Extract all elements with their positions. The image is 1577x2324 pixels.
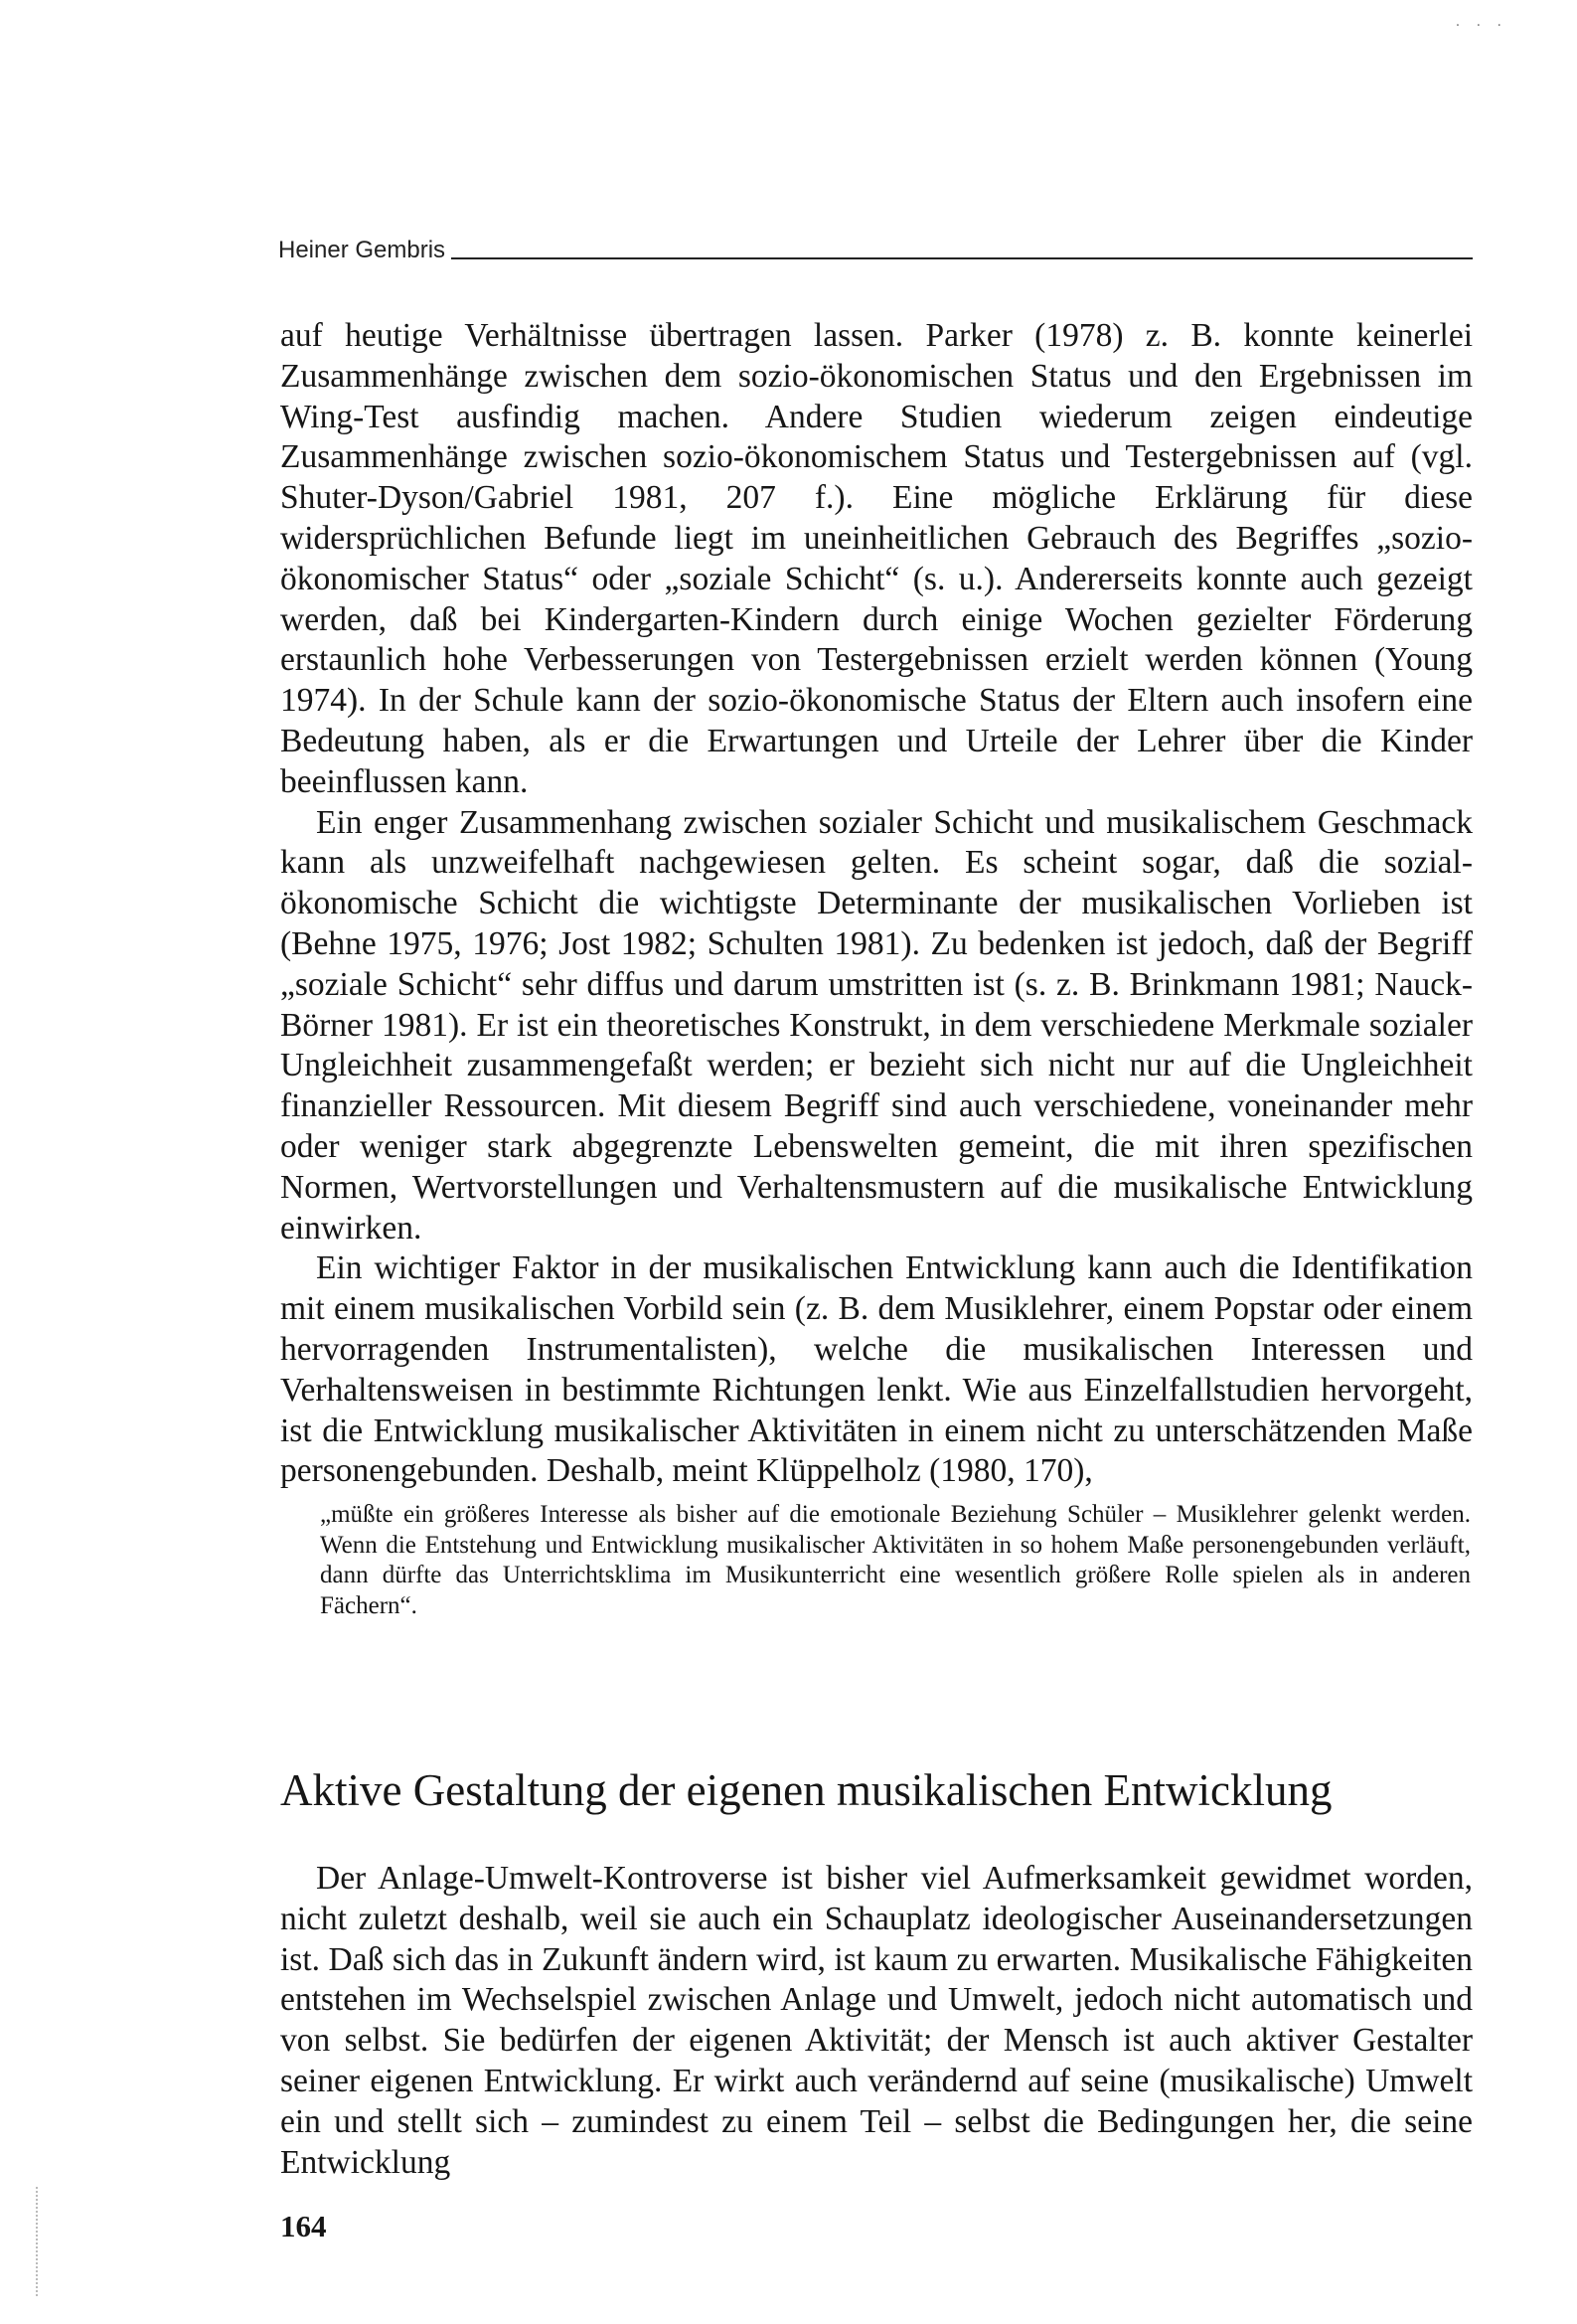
running-head-author: Heiner Gembris [278,237,446,263]
running-head-rule [451,257,1473,259]
paragraph-continuation: auf heutige Verhältnisse übertragen lassen. Parker (1978) z. B. konnte keinerlei Zusammenhänge zwischen dem sozio-ökonomischen Status und den Ergebnissen im Wing-Test ausfindig machen. Andere Studien wiederum zeigen eindeutige Zusammenhänge zwischen sozio-ökonomischem Status und Testergebnissen auf (vgl. Shuter-Dyson/Gabriel 1981, 207 f.). Eine mögliche Erklärung für diese widersprüchlichen Befunde liegt im uneinheitlichen Gebrauch des Begriffes „sozio-ökonomischer Status“ oder „soziale Schicht“ (s. u.). Andererseits konnte auch gezeigt werden, daß bei Kindergarten-Kindern durch einige Wochen gezielter Förderung erstaunlich hohe Verbesserungen von Testergebnissen erzielt werden können (Young 1974). In der Schule kann der sozio-ökonomische Status der Eltern auch insofern eine Bedeutung haben, als er die Erwartungen und Urteile der Lehrer über die Kinder beeinflussen kann. [280,317,1473,800]
block-quote: „müßte ein größeres Interesse als bisher auf die emotionale Beziehung Schüler – Musiklehrer gelenkt werden. Wenn die Entstehung und Entwicklung musikalischer Aktivitäten in so hohem Maße personengebunden verläuft, dann dürfte das Unterrichtsklima im Musikunterricht eine wesentlich größere Rolle spielen als in anderen Fächern“. [320,1501,1471,1619]
page-number: 164 [280,2209,327,2243]
running-head [278,237,1473,264]
paragraph-social-class: Ein enger Zusammenhang zwischen sozialer Schicht und musikalischem Geschmack kann als unzweifelhaft nachgewiesen gelten. Es scheint sogar, daß die sozial-ökonomische Schicht die wichtigste Determinante der musikalischen Vorlieben ist (Behne 1975, 1976; Jost 1982; Schulten 1981). Zu bedenken ist jedoch, daß der Begriff „soziale Schicht“ sehr diffus und darum umstritten ist (s. z. B. Brinkmann 1981; Nauck-Börner 1981). Er ist ein theoretisches Konstrukt, in dem verschiedene Merkmale sozialer Ungleichheit zusammengefaßt werden; er bezieht sich nicht nur auf die Ungleichheit finanzieller Ressourcen. Mit diesem Begriff sind auch verschiedene, voneinander mehr oder weniger stark abgegrenzte Lebenswelten gemeint, die mit ihren spezifischen Normen, Wertvorstellungen und Verhaltensmustern auf die musikalische Entwicklung einwirken. [280,803,1473,1246]
scan-margin-marks [36,2187,40,2296]
scan-artifact-dots: · · · [1455,18,1507,34]
paragraph-role-model: Ein wichtiger Faktor in der musikalischen Entwicklung kann auch die Identifikation mit einem musikalischen Vorbild sein (z. B. dem Musiklehrer, einem Popstar oder einem hervorragenden Instrumentalisten), welche die musikalischen Interessen und Verhaltensweisen in bestimmte Richtungen lenkt. Wie aus Einzelfallstudien hervorgeht, ist die Entwicklung musikalischer Aktivitäten in einem nicht zu unterschätzenden Maße personengebunden. Deshalb, meint Klüppelholz (1980, 170), [280,1249,1473,1490]
section-heading: Aktive Gestaltung der eigenen musikalischen Entwicklung [280,1765,1333,1815]
main-text [280,316,1473,1492]
section-paragraph: Der Anlage-Umwelt-Kontroverse ist bisher viel Aufmerksamkeit gewidmet worden, nicht zuletzt deshalb, weil sie auch ein Schauplatz ideologischer Auseinandersetzungen ist. Daß sich das in Zukunft ändern wird, ist kaum zu erwarten. Musikalische Fähigkeiten entstehen im Wechselspiel zwischen Anlage und Umwelt, jedoch nicht automatisch und von selbst. Sie bedürfen der eigenen Aktivität; der Mensch ist auch aktiver Gestalter seiner eigenen Entwicklung. Er wirkt auch verändernd auf seine (musikalische) Umwelt ein und stellt sich – zumindest zu einem Teil – selbst die Bedingungen her, die seine Entwicklung [280,1860,1473,2181]
